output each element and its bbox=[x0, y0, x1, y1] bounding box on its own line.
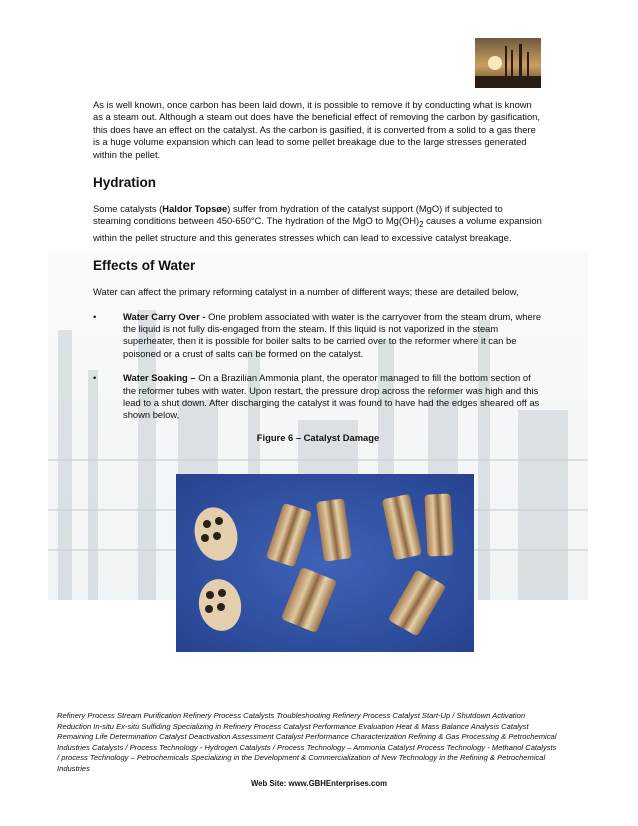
hydration-heading: Hydration bbox=[93, 175, 157, 191]
catalyst-damage-photo bbox=[176, 474, 474, 652]
refinery-sunset-logo bbox=[475, 38, 541, 88]
document-body bbox=[93, 99, 543, 444]
intro-paragraph: As is well known, once carbon has been laid down, it is possible to remove it by conducting what is known as a steam out. Although a steam out does have the beneficial effect of removing the carbon by gasification, this does have an effect on the catalyst. As the carbon is gasified, it is converted from a solid to a gas there is a huge volume expansion which can lead to some pellet breakage due to the large stresses generated within the pellet. bbox=[93, 99, 540, 160]
effects-intro-paragraph: Water can affect the primary reforming catalyst in a number of different ways; these are detailed below, bbox=[93, 286, 519, 298]
hydration-paragraph: Some catalysts (Haldor Topsøe) suffer from hydration of the catalyst support (MgO) if subjected to steaming conditions between 450-650°C. The hydration of the MgO to $Mg(OH)_2$ causes a volume expansion within the pellet structure and this generates stresses which can lead to excessive catalyst breakage. bbox=[93, 203, 542, 243]
bullet-icon: • bbox=[93, 310, 97, 322]
subscript-2: 2 bbox=[419, 220, 424, 230]
bullet-icon: • bbox=[93, 372, 97, 384]
bullet-water-carry-over: • Water Carry Over - One problem associated with water is the carryover from the steam drum, where the liquid is not fully dis-engaged from the steam. If this liquid is not vaporized in the steam superheater, then it is possible for boiler salts to be carried over to the reformer where it can be poisoned or a crust of salts can be formed on the catalyst. bbox=[93, 310, 542, 359]
figure-caption: Figure 6 – Catalyst Damage bbox=[256, 431, 380, 443]
bullet-water-soaking: • Water Soaking – On a Brazilian Ammonia plant, the operator managed to fill the bottom section of the reformer tubes with water. Upon restart, the pressure drop across the reformer was high and this lead to a shut down. After discharging the catalyst it was found to have had the edges sheared off as shown below, bbox=[93, 372, 540, 421]
website-link[interactable]: Web Site: www.GBHEnterprises.com bbox=[250, 779, 388, 788]
effects-of-water-heading: Effects of Water bbox=[93, 258, 196, 274]
company-name: Haldor Topsøe bbox=[162, 203, 228, 215]
footer-services-text: Refinery Process Stream Purification Refinery Process Catalysts Troubleshooting Refinery Process Catalyst Start-Up / Shutdown Activation Reduction In-situ Ex-situ Sulfiding Specializing in Refinery Process Catalyst Performance Evaluation Heat & Mass Balance Analysis Catalyst Remaining Life Determination Catalyst Deactivation Assessment Catalyst Performance Characterization Refining & Gas Processing & Petrochemical Industries Catalysts / Process Technology - Hydrogen Catalysts / Process Technology – Ammonia Catalyst Process Technology - Methanol Catalysts / process Technology – Petrochemicals Specializing in the Development & Commercialization of New Technology in the Refining & Petrochemical Industries bbox=[57, 711, 557, 773]
